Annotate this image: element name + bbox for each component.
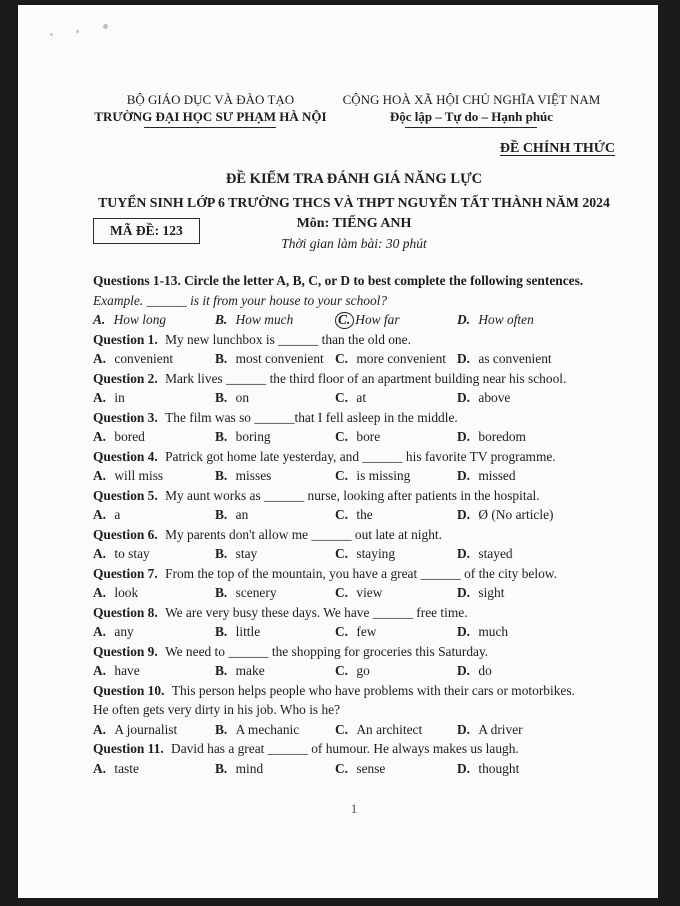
- question-text: David has a great ______ of humour. He always makes us laugh.: [171, 741, 519, 756]
- option-text: most convenient: [235, 351, 324, 366]
- question-label: Question 2.: [93, 370, 162, 386]
- options-row: [93, 720, 615, 740]
- question-block: [93, 642, 615, 681]
- duration-line: Thời gian làm bài: 30 phút: [281, 236, 427, 251]
- question-block: [93, 739, 615, 778]
- question-text: This person helps people who have problems with their cars or motorbikes.: [171, 682, 575, 698]
- question-text: My aunt works as ______ nurse, looking after patients in the hospital.: [165, 487, 540, 503]
- option-text: look: [114, 585, 139, 600]
- option-letter: D.: [457, 429, 474, 444]
- question-block: [93, 330, 615, 369]
- option-letter: B.: [215, 546, 231, 561]
- option-letter: B.: [215, 351, 231, 366]
- option-letter: C.: [335, 760, 352, 776]
- question-line: [93, 486, 615, 506]
- option-c: [335, 466, 457, 486]
- exam-subtitle: TUYỂN SINH LỚP 6 TRƯỜNG THCS VÀ THPT NGUYỄN TẤT THÀNH NĂM 2024: [98, 195, 610, 210]
- section-instructions: Questions 1-13. Circle the letter A, B, C, or D to best complete the following sentences.: [93, 273, 584, 288]
- option-c: [335, 505, 457, 525]
- option-a: [93, 661, 215, 681]
- option-a: [93, 388, 215, 408]
- option-letter: D.: [457, 468, 474, 483]
- example-text: ______ is it from your house to your school?: [146, 292, 388, 308]
- option-text: mind: [235, 760, 264, 776]
- option-a: [93, 583, 215, 603]
- option-letter: C.: [335, 390, 352, 405]
- question-label: Question 6.: [93, 526, 162, 542]
- option-letter: A.: [93, 351, 110, 366]
- option-text: An architect: [356, 721, 423, 737]
- header-right-rule: [405, 127, 537, 128]
- option-text: bored: [114, 429, 145, 444]
- question-block: [93, 447, 615, 486]
- question-label: Question 4.: [93, 448, 162, 464]
- option-letter: D.: [457, 585, 474, 600]
- question-block: [93, 408, 615, 447]
- option-text: go: [356, 663, 370, 678]
- option-text: above: [478, 390, 511, 405]
- option-d: [457, 466, 615, 486]
- question-block: [93, 603, 615, 642]
- option-letter: D.: [457, 351, 474, 366]
- option-text: A mechanic: [235, 721, 300, 737]
- example-question: [93, 291, 615, 311]
- option-text: taste: [114, 760, 139, 776]
- option-text: thought: [478, 760, 520, 776]
- example-options-row: [93, 310, 615, 330]
- scanned-page: [18, 5, 658, 898]
- option-letter: B.: [215, 312, 231, 327]
- option-letter: B.: [215, 721, 231, 737]
- option-letter: A.: [93, 429, 110, 444]
- option-d: [457, 622, 615, 642]
- option-letter: C.: [335, 624, 352, 639]
- option-letter: C.: [335, 351, 352, 366]
- option-a: [93, 622, 215, 642]
- option-letter: A.: [93, 721, 110, 737]
- official-stamp-row: [93, 138, 615, 158]
- option-letter: C.: [335, 546, 352, 561]
- option-text: in: [114, 390, 125, 405]
- question-text: From the top of the mountain, you have a great ______ of the city below.: [165, 565, 557, 581]
- page-content: [18, 5, 658, 819]
- option-a: [93, 720, 215, 740]
- question-label: Question 1.: [93, 331, 162, 347]
- options-row: [93, 388, 615, 408]
- republic-line: CỘNG HOÀ XÃ HỘI CHỦ NGHĨA VIỆT NAM: [342, 92, 601, 107]
- question-text: Mark lives ______ the third floor of an apartment building near his school.: [165, 370, 567, 386]
- option-text: much: [478, 624, 509, 639]
- option-text: boredom: [478, 429, 526, 444]
- question-label: Question 3.: [93, 409, 162, 425]
- option-letter: D.: [457, 624, 474, 639]
- university-line: TRƯỜNG ĐẠI HỌC SƯ PHẠM HÀ NỘI: [94, 109, 327, 124]
- option-letter: D.: [457, 507, 474, 522]
- option-a: [93, 427, 215, 447]
- header-ministry-block: [93, 91, 328, 128]
- question-line: [93, 739, 615, 759]
- question-label: Question 10.: [93, 682, 168, 698]
- option-d: [457, 544, 615, 564]
- option-a: [93, 466, 215, 486]
- question-text: We are very busy these days. We have ______ free time.: [165, 604, 468, 620]
- option-b: [215, 661, 335, 681]
- options-row: [93, 622, 615, 642]
- option-b: [215, 427, 335, 447]
- option-text: the: [356, 507, 373, 522]
- option-d: [457, 505, 615, 525]
- question-line: [93, 642, 615, 662]
- option-d: [457, 427, 615, 447]
- option-text: an: [235, 507, 249, 522]
- option-letter: B.: [215, 429, 231, 444]
- option-text: is missing: [356, 468, 411, 483]
- option-text: make: [235, 663, 265, 678]
- question-line: [93, 447, 615, 467]
- question-line: [93, 603, 615, 623]
- option-d: [457, 583, 615, 603]
- option-text: boring: [235, 429, 271, 444]
- question-line: [93, 681, 615, 701]
- option-text: sense: [356, 760, 386, 776]
- option-b: [215, 466, 335, 486]
- option-letter: B.: [215, 507, 231, 522]
- subject-block: [93, 214, 615, 254]
- option-text: How long: [113, 312, 167, 327]
- ministry-line: BỘ GIÁO DỤC VÀ ĐÀO TẠO: [126, 92, 295, 107]
- official-stamp-label: ĐỀ CHÍNH THỨC: [499, 141, 615, 156]
- questions-list: [93, 330, 615, 779]
- option-letter: C.: [335, 429, 352, 444]
- option-letter: C.: [335, 663, 352, 678]
- option-c: [335, 388, 457, 408]
- option-letter: D.: [457, 663, 474, 678]
- question-line: [93, 564, 615, 584]
- option-text: do: [478, 663, 492, 678]
- option-text: A journalist: [114, 721, 178, 737]
- option-a: [93, 544, 215, 564]
- options-row: [93, 544, 615, 564]
- option-text: to stay: [114, 546, 150, 561]
- option-letter: C.: [335, 721, 352, 737]
- question-block: [93, 369, 615, 408]
- option-letter: A.: [93, 390, 110, 405]
- option-letter: A.: [93, 585, 110, 600]
- option-c: [335, 544, 457, 564]
- option-letter: A.: [93, 507, 110, 522]
- option-letter: A.: [93, 468, 110, 483]
- option-letter: B.: [215, 663, 231, 678]
- example-option-b: [215, 310, 335, 330]
- option-letter: B.: [215, 760, 231, 776]
- option-letter: D.: [457, 760, 474, 776]
- options-row: [93, 583, 615, 603]
- option-text: will miss: [114, 468, 164, 483]
- question-text: Patrick got home late yesterday, and ______ his favorite TV programme.: [165, 448, 556, 464]
- option-b: [215, 388, 335, 408]
- option-c: [335, 759, 457, 779]
- option-text: Ø (No article): [478, 507, 554, 522]
- option-b: [215, 505, 335, 525]
- option-c: [335, 720, 457, 740]
- example-option-d: [457, 310, 615, 330]
- option-text: as convenient: [478, 351, 552, 366]
- question-text: My new lunchbox is ______ than the old one.: [165, 331, 411, 347]
- question-label: Question 5.: [93, 487, 162, 503]
- options-row: [93, 505, 615, 525]
- question-label: Question 7.: [93, 565, 162, 581]
- option-text: a: [114, 507, 121, 522]
- option-letter: C.: [335, 507, 352, 522]
- option-letter: B.: [215, 468, 231, 483]
- question-line: [93, 330, 615, 350]
- option-c: [335, 349, 457, 369]
- option-b: [215, 622, 335, 642]
- option-d: [457, 720, 615, 740]
- option-text: any: [114, 624, 134, 639]
- example-option-a: [93, 310, 215, 330]
- option-letter: D.: [457, 312, 474, 327]
- scan-artifact-dots: [50, 33, 53, 36]
- option-b: [215, 349, 335, 369]
- option-b: [215, 583, 335, 603]
- option-letter: B.: [215, 624, 231, 639]
- option-letter: D.: [457, 546, 474, 561]
- question-label: Question 8.: [93, 604, 162, 620]
- option-letter: C.: [335, 585, 352, 600]
- option-text: missed: [478, 468, 516, 483]
- option-a: [93, 505, 215, 525]
- question-line: [93, 408, 615, 428]
- options-row: [93, 466, 615, 486]
- option-b: [215, 759, 335, 779]
- page-number: 1: [350, 802, 358, 816]
- options-row: [93, 759, 615, 779]
- question-block: [93, 681, 615, 740]
- option-text: view: [356, 585, 383, 600]
- circled-answer-letter: C.: [335, 312, 354, 329]
- motto-line: Độc lập – Tự do – Hạnh phúc: [389, 109, 554, 124]
- option-a: [93, 349, 215, 369]
- options-row: [93, 427, 615, 447]
- option-text: more convenient: [356, 351, 446, 366]
- option-text: misses: [235, 468, 272, 483]
- option-text: bore: [356, 429, 381, 444]
- document-header: [93, 91, 615, 128]
- question-text: The film was so ______that I fell asleep in the middle.: [165, 409, 458, 425]
- option-text: How often: [478, 312, 534, 327]
- option-text: little: [235, 624, 261, 639]
- option-text: have: [114, 663, 140, 678]
- question-block: [93, 564, 615, 603]
- option-text: How much: [235, 312, 294, 327]
- option-a: [93, 759, 215, 779]
- option-text: stayed: [478, 546, 513, 561]
- options-row: [93, 661, 615, 681]
- option-c: [335, 427, 457, 447]
- option-letter: C.: [335, 468, 352, 483]
- option-text: at: [356, 390, 367, 405]
- header-left-rule: [144, 127, 276, 128]
- option-letter: A.: [93, 760, 110, 776]
- subject-line: Môn: TIẾNG ANH: [296, 216, 412, 231]
- question-text: We need to ______ the shopping for groceries this Saturday.: [165, 643, 489, 659]
- option-d: [457, 759, 615, 779]
- option-letter: A.: [93, 312, 109, 327]
- option-letter: A.: [93, 663, 110, 678]
- example-label: Example.: [93, 292, 144, 308]
- option-text: A driver: [478, 721, 523, 737]
- header-republic-block: [328, 91, 615, 128]
- option-letter: A.: [93, 546, 110, 561]
- exam-body: [93, 271, 615, 819]
- question-label: Question 11.: [93, 741, 168, 756]
- option-letter: B.: [215, 390, 231, 405]
- option-letter: B.: [215, 585, 231, 600]
- exam-title: ĐỀ KIỂM TRA ĐÁNH GIÁ NĂNG LỰC: [225, 171, 483, 187]
- option-b: [215, 544, 335, 564]
- option-d: [457, 349, 615, 369]
- option-c: [335, 661, 457, 681]
- example-option-c-circled: [335, 310, 457, 330]
- option-text: staying: [356, 546, 396, 561]
- option-c: [335, 622, 457, 642]
- option-c: [335, 583, 457, 603]
- question-line: [93, 369, 615, 389]
- option-b: [215, 720, 335, 740]
- option-d: [457, 661, 615, 681]
- option-letter: A.: [93, 624, 110, 639]
- question-block: [93, 525, 615, 564]
- option-letter: D.: [457, 721, 474, 737]
- option-text: on: [235, 390, 250, 405]
- question-line: [93, 525, 615, 545]
- option-text: How far: [355, 312, 400, 327]
- exam-code-box: MÃ ĐỀ: 123: [93, 218, 200, 244]
- question-text-line2: He often gets very dirty in his job. Who is he?: [93, 702, 341, 717]
- option-text: stay: [235, 546, 258, 561]
- question-block: [93, 486, 615, 525]
- question-label: Question 9.: [93, 643, 162, 659]
- option-text: few: [356, 624, 377, 639]
- option-text: sight: [478, 585, 505, 600]
- option-d: [457, 388, 615, 408]
- question-text: My parents don't allow me ______ out late at night.: [165, 526, 442, 542]
- options-row: [93, 349, 615, 369]
- option-letter: D.: [457, 390, 474, 405]
- option-text: convenient: [114, 351, 174, 366]
- option-text: scenery: [235, 585, 277, 600]
